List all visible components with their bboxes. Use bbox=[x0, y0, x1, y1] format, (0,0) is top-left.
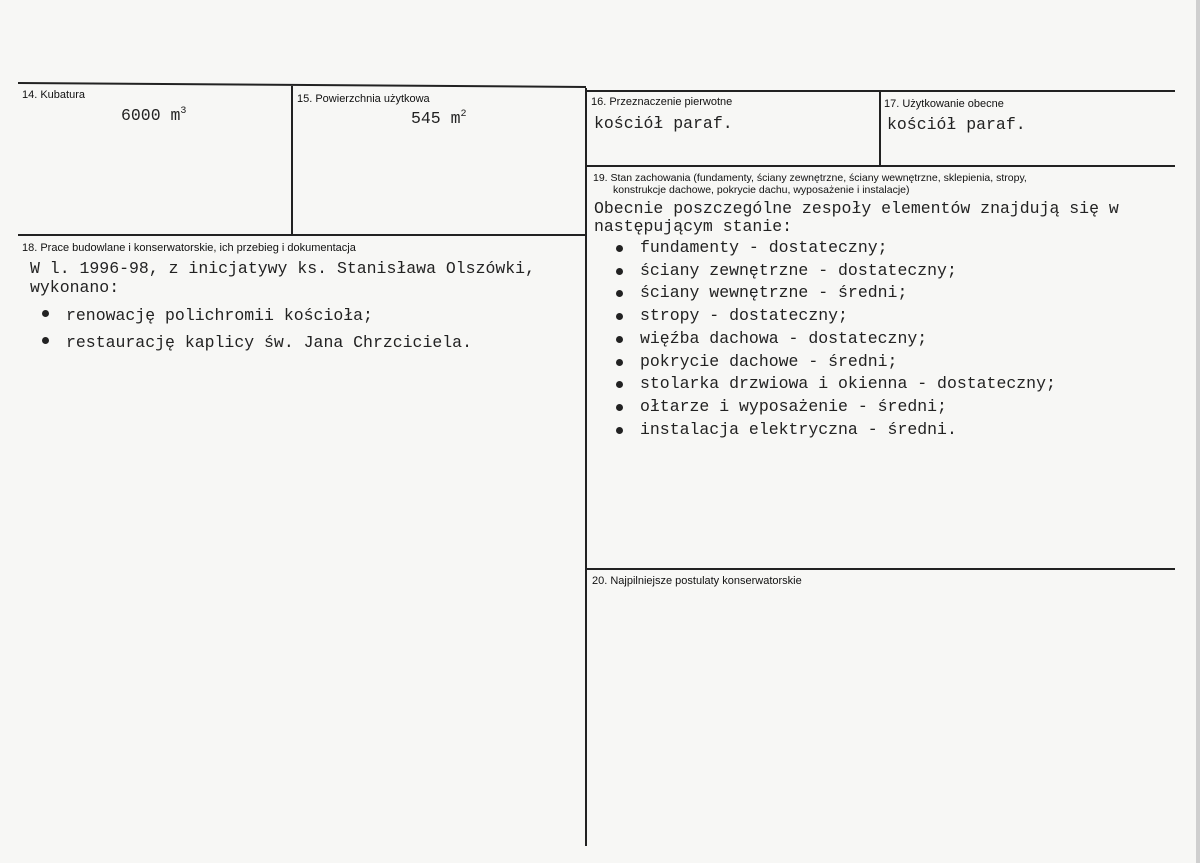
list-item: restaurację kaplicy św. Jana Chrzciciela. bbox=[66, 329, 472, 356]
list-item: więźba dachowa - dostateczny; bbox=[640, 328, 1056, 351]
stan-label-line2: konstrukcje dachowe, pokrycie dachu, wyposażenie i instalacje) bbox=[613, 184, 910, 196]
powierzchnia-number: 545 m bbox=[411, 109, 461, 128]
rule-above-20 bbox=[586, 568, 1175, 570]
list-item: ściany wewnętrzne - średni; bbox=[640, 282, 1056, 305]
bullet-icon bbox=[616, 359, 623, 366]
list-item: stropy - dostateczny; bbox=[640, 305, 1056, 328]
rule-under-16-17 bbox=[586, 165, 1175, 167]
rule-under-14-15 bbox=[18, 234, 587, 236]
bullet-icon bbox=[616, 381, 623, 388]
list-item: stolarka drzwiowa i okienna - dostateczny; bbox=[640, 373, 1056, 396]
uzytkowanie-value: kościół paraf. bbox=[887, 115, 1026, 134]
powierzchnia-value bbox=[411, 108, 467, 131]
kubatura-exponent: 3 bbox=[180, 106, 187, 117]
bullet-icon bbox=[616, 427, 623, 434]
bullet-icon bbox=[616, 245, 623, 252]
bullet-icon bbox=[616, 313, 623, 320]
kubatura-label: 14. Kubatura bbox=[22, 89, 85, 101]
list-item: ołtarze i wyposażenie - średni; bbox=[640, 396, 1056, 419]
list-item: renowację polichromii kościoła; bbox=[66, 302, 472, 329]
powierzchnia-exponent: 2 bbox=[460, 109, 467, 120]
bullet-icon bbox=[616, 290, 623, 297]
przeznaczenie-label: 16. Przeznaczenie pierwotne bbox=[591, 96, 733, 108]
list-item: pokrycie dachowe - średni; bbox=[640, 351, 1056, 374]
prace-intro-line2: wykonano: bbox=[30, 278, 120, 297]
stan-intro-line1: Obecnie poszczególne zespoły elementów znajdują się w bbox=[594, 199, 1119, 218]
powierzchnia-label: 15. Powierzchnia użytkowa bbox=[297, 93, 430, 105]
bullet-icon bbox=[616, 404, 623, 411]
uzytkowanie-label: 17. Użytkowanie obecne bbox=[884, 98, 1004, 110]
prace-label: 18. Prace budowlane i konserwatorskie, ich przebieg i dokumentacja bbox=[22, 242, 356, 254]
przeznaczenie-value: kościół paraf. bbox=[594, 114, 733, 133]
divider-main bbox=[585, 88, 587, 846]
bullet-icon bbox=[616, 268, 623, 275]
bullet-icon bbox=[42, 337, 49, 344]
list-item: instalacja elektryczna - średni. bbox=[640, 419, 1056, 442]
stan-list bbox=[640, 237, 1056, 441]
bullet-icon bbox=[42, 310, 49, 317]
kubatura-value bbox=[121, 105, 186, 128]
stan-label-line1: 19. Stan zachowania (fundamenty, ściany zewnętrzne, ściany wewnętrzne, sklepienia, stropy, bbox=[593, 172, 1027, 184]
top-rule-left bbox=[18, 82, 586, 88]
prace-list bbox=[66, 302, 472, 356]
kubatura-number: 6000 m bbox=[121, 106, 181, 125]
list-item: ściany zewnętrzne - dostateczny; bbox=[640, 260, 1056, 283]
stan-intro-line2: następującym stanie: bbox=[594, 217, 793, 236]
prace-intro-line1: W l. 1996-98, z inicjatywy ks. Stanisława Olszówki, bbox=[30, 259, 535, 278]
postulaty-label: 20. Najpilniejsze postulaty konserwatorskie bbox=[592, 575, 802, 587]
sheet-edge bbox=[1196, 0, 1200, 863]
divider-14-15 bbox=[291, 86, 293, 236]
divider-16-17 bbox=[879, 91, 881, 165]
bullet-icon bbox=[616, 336, 623, 343]
list-item: fundamenty - dostateczny; bbox=[640, 237, 1056, 260]
